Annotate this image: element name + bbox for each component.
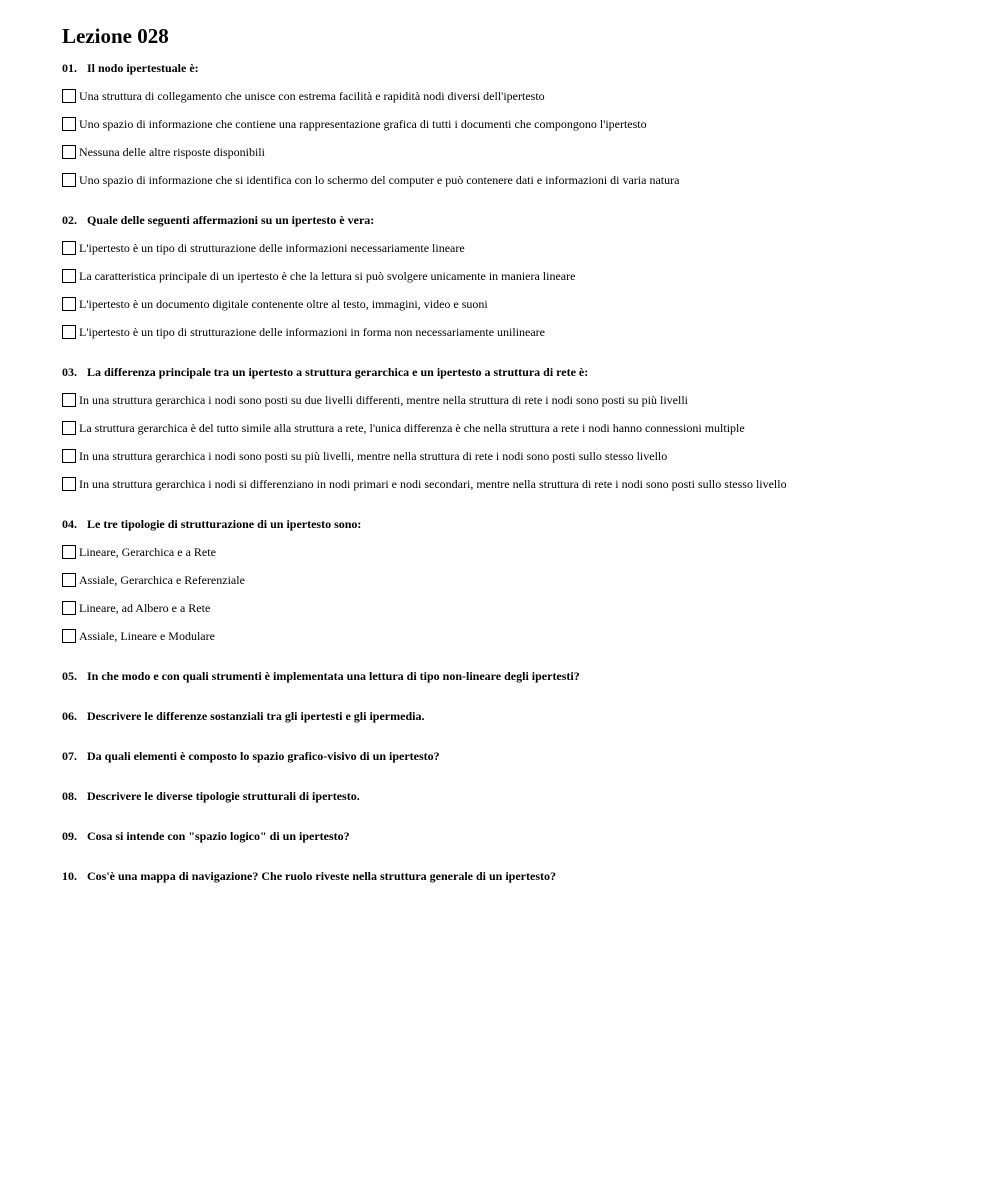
question-number: 09. (62, 829, 77, 843)
question-number: 04. (62, 517, 77, 531)
answer-option[interactable] (62, 599, 962, 616)
answer-option[interactable] (62, 171, 962, 188)
answer-option[interactable] (62, 115, 962, 132)
answer-option[interactable] (62, 419, 962, 436)
question-label: Le tre tipologie di strutturazione di un ipertesto sono: (87, 517, 362, 531)
question-1 (62, 60, 962, 188)
question-label: Descrivere le differenze sostanziali tra gli ipertesti e gli ipermedia. (87, 709, 425, 723)
answer-label: Lineare, ad Albero e a Rete (79, 600, 211, 615)
answer-option[interactable] (62, 87, 962, 104)
answer-checkbox[interactable] (62, 241, 76, 255)
answer-option[interactable] (62, 391, 962, 408)
question-2 (62, 212, 962, 340)
question-5 (62, 668, 962, 684)
answer-option[interactable] (62, 239, 962, 256)
answer-label: Uno spazio di informazione che si identifica con lo schermo del computer e può contenere dati e informazioni di varia natura (79, 172, 680, 187)
question-text (62, 788, 962, 804)
answer-label: La caratteristica principale di un ipertesto è che la lettura si può svolgere unicamente in maniera lineare (79, 268, 576, 283)
answer-label: Uno spazio di informazione che contiene una rappresentazione grafica di tutti i documenti che compongono l'ipertesto (79, 116, 647, 131)
answer-label: Lineare, Gerarchica e a Rete (79, 544, 216, 559)
answer-label: In una struttura gerarchica i nodi sono posti su più livelli, mentre nella struttura di rete i nodi sono posti sullo stesso livello (79, 448, 668, 463)
answer-checkbox[interactable] (62, 117, 76, 131)
question-text (62, 516, 962, 532)
question-number: 08. (62, 789, 77, 803)
answer-label: L'ipertesto è un tipo di strutturazione delle informazioni in forma non necessariamente unilineare (79, 324, 546, 339)
question-number: 01. (62, 61, 77, 75)
answer-label: Assiale, Lineare e Modulare (79, 628, 215, 643)
question-label: In che modo e con quali strumenti è implementata una lettura di tipo non-lineare degli ipertesti? (87, 669, 580, 683)
answer-option[interactable] (62, 543, 962, 560)
answer-option[interactable] (62, 143, 962, 160)
question-text (62, 868, 962, 884)
answer-option[interactable] (62, 295, 962, 312)
question-7 (62, 748, 962, 764)
answer-checkbox[interactable] (62, 545, 76, 559)
answer-checkbox[interactable] (62, 629, 76, 643)
answer-label: Assiale, Gerarchica e Referenziale (79, 572, 245, 587)
question-4 (62, 516, 962, 644)
answer-label: L'ipertesto è un documento digitale contenente oltre al testo, immagini, video e suoni (79, 296, 488, 311)
question-text (62, 708, 962, 724)
question-text (62, 212, 962, 228)
question-label: Il nodo ipertestuale è: (87, 61, 199, 75)
answer-label: Una struttura di collegamento che unisce con estrema facilità e rapidità nodi diversi dell'ipertesto (79, 88, 545, 103)
answer-checkbox[interactable] (62, 421, 76, 435)
answer-checkbox[interactable] (62, 145, 76, 159)
question-6 (62, 708, 962, 724)
question-text (62, 60, 962, 76)
question-10 (62, 868, 962, 884)
question-text (62, 828, 962, 844)
answer-label: In una struttura gerarchica i nodi si differenziano in nodi primari e nodi secondari, mentre nella struttura di rete i nodi sono posti sullo stesso livello (79, 476, 787, 491)
answer-checkbox[interactable] (62, 601, 76, 615)
answer-label: L'ipertesto è un tipo di strutturazione delle informazioni necessariamente lineare (79, 240, 465, 255)
question-number: 07. (62, 749, 77, 763)
answer-option[interactable] (62, 267, 962, 284)
document-page (62, 22, 962, 884)
answer-checkbox[interactable] (62, 297, 76, 311)
answer-checkbox[interactable] (62, 325, 76, 339)
answer-label: In una struttura gerarchica i nodi sono posti su due livelli differenti, mentre nella struttura di rete i nodi sono posti su più livelli (79, 392, 688, 407)
question-number: 05. (62, 669, 77, 683)
answer-checkbox[interactable] (62, 477, 76, 491)
question-label: Cos'è una mappa di navigazione? Che ruolo riveste nella struttura generale di un ipertesto? (87, 869, 556, 883)
answer-label: Nessuna delle altre risposte disponibili (79, 144, 265, 159)
question-text (62, 668, 962, 684)
answer-checkbox[interactable] (62, 173, 76, 187)
answer-option[interactable] (62, 627, 962, 644)
page-title: Lezione 028 (62, 24, 169, 48)
question-label: La differenza principale tra un ipertesto a struttura gerarchica e un ipertesto a struttura di rete è: (87, 365, 589, 379)
answer-checkbox[interactable] (62, 269, 76, 283)
question-label: Descrivere le diverse tipologie strutturali di ipertesto. (87, 789, 360, 803)
answer-option[interactable] (62, 447, 962, 464)
answer-option[interactable] (62, 475, 962, 492)
question-9 (62, 828, 962, 844)
question-number: 06. (62, 709, 77, 723)
question-number: 10. (62, 869, 77, 883)
question-label: Cosa si intende con "spazio logico" di un ipertesto? (87, 829, 350, 843)
question-number: 02. (62, 213, 77, 227)
answer-checkbox[interactable] (62, 449, 76, 463)
answer-label: La struttura gerarchica è del tutto simile alla struttura a rete, l'unica differenza è che nella struttura a rete i nodi hanno connessioni multiple (79, 420, 745, 435)
answer-checkbox[interactable] (62, 573, 76, 587)
question-text (62, 364, 962, 380)
answer-checkbox[interactable] (62, 89, 76, 103)
question-number: 03. (62, 365, 77, 379)
answer-option[interactable] (62, 323, 962, 340)
answer-option[interactable] (62, 571, 962, 588)
answer-checkbox[interactable] (62, 393, 76, 407)
question-label: Da quali elementi è composto lo spazio grafico-visivo di un ipertesto? (87, 749, 440, 763)
question-text (62, 748, 962, 764)
question-label: Quale delle seguenti affermazioni su un ipertesto è vera: (87, 213, 375, 227)
question-3 (62, 364, 962, 492)
question-8 (62, 788, 962, 804)
question-list (62, 60, 962, 884)
